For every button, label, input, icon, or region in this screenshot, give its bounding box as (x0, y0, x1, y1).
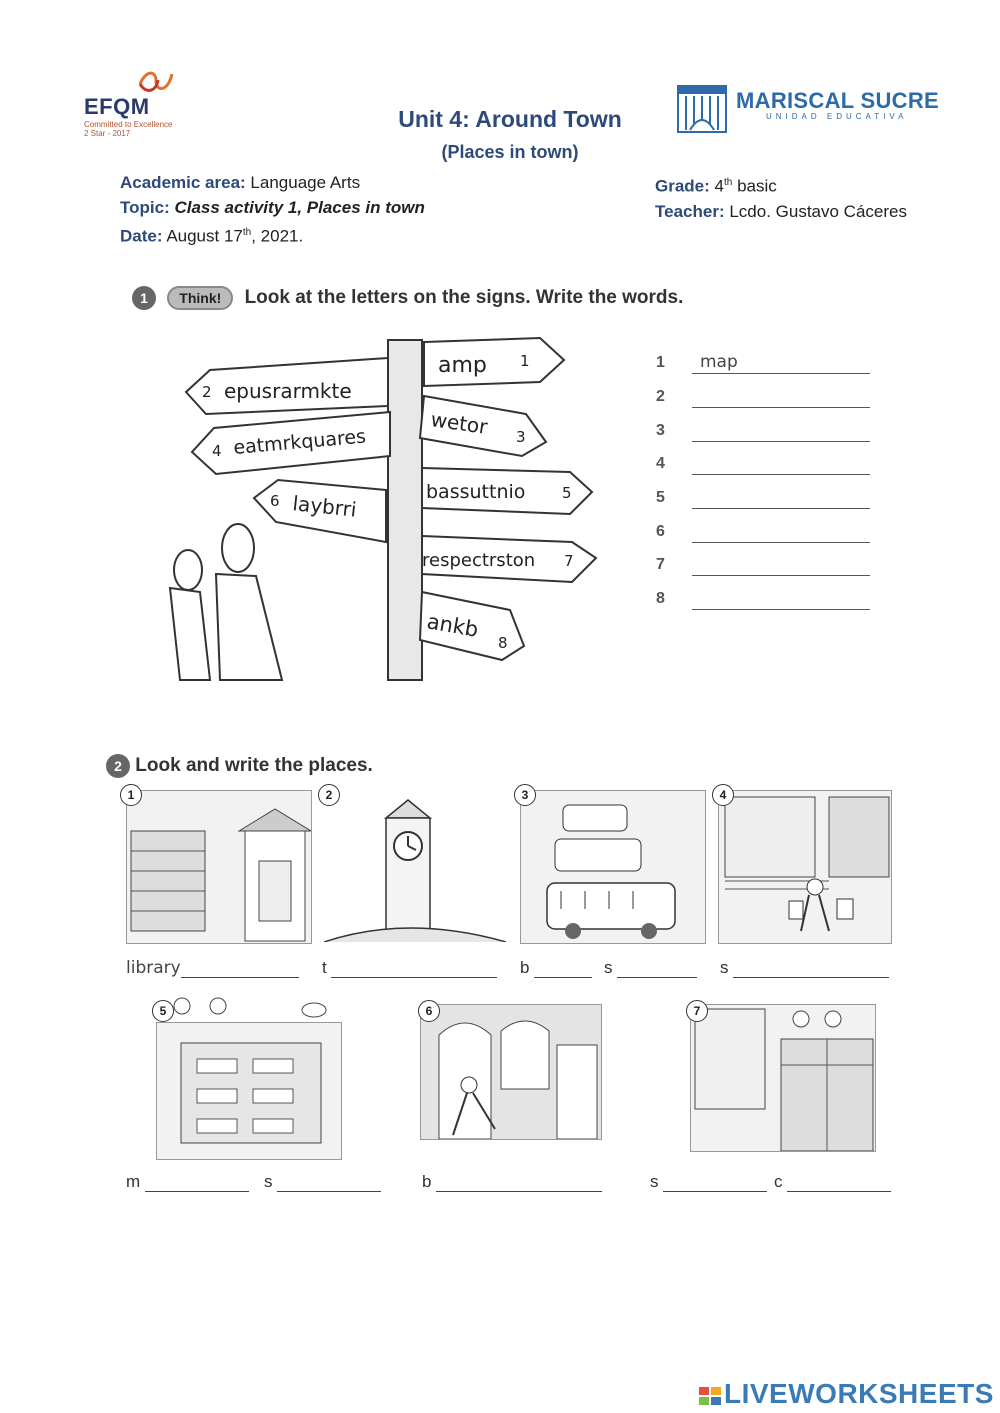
sign-letters-5: bassuttnio (426, 481, 526, 503)
grade-row: Grade: 4th basic (655, 176, 777, 196)
sign-num-6: 6 (270, 492, 280, 510)
topic-row: Topic: Class activity 1, Places in town (120, 198, 425, 217)
sign-num-5: 5 (562, 484, 572, 502)
answer-row-8[interactable]: 8 (656, 586, 876, 614)
picture-bank (420, 1004, 602, 1140)
answer-row-6[interactable]: 6 (656, 519, 876, 547)
picture-library (126, 790, 312, 944)
signpost-pole (388, 340, 422, 680)
exercise2-heading (106, 754, 373, 778)
answer2-2[interactable]: t (322, 958, 497, 978)
answer2-7b[interactable]: c (774, 1172, 891, 1192)
exercise2-instruction: Look and write the places. (135, 755, 373, 777)
think-badge: Think! (167, 286, 233, 310)
answer-row-4[interactable]: 4 (656, 451, 876, 479)
picture-num-6: 6 (418, 1000, 440, 1022)
info-right (655, 170, 975, 224)
sign-letters-2: epusrarmkte (224, 379, 352, 403)
signpost-illustration (160, 330, 620, 690)
market-icon (157, 1023, 341, 1159)
efqm-logo (84, 64, 204, 144)
sign-num-3: 3 (516, 428, 526, 446)
page-subtitle: (Places in town) (441, 142, 579, 162)
clock-tower-icon (324, 790, 506, 942)
efqm-tagline: Committed to Excellence 2 Star - 2017 (84, 120, 173, 138)
answer-row-3[interactable]: 3 (656, 418, 876, 446)
exercise1-instruction: Look at the letters on the signs. Write the words. (244, 287, 684, 309)
sign-letters-6: laybrri (291, 491, 358, 522)
answer-input-1[interactable]: map (700, 352, 738, 372)
liveworksheets-logo: LIVEWORKSHEETS (698, 1378, 994, 1410)
school-name: MARISCAL SUCRE (736, 88, 940, 113)
people-icon (170, 524, 282, 680)
bus-icon (521, 791, 705, 943)
date-row: Date: August 17th, 2021. (120, 226, 304, 246)
sign-num-4: 4 (212, 442, 222, 460)
answer2-3a[interactable]: b (520, 958, 592, 978)
exercise2-number: 2 (106, 754, 130, 778)
picture-num-2: 2 (318, 784, 340, 806)
answer2-1[interactable]: library (126, 958, 299, 978)
answer2-3b[interactable]: s (604, 958, 697, 978)
answer2-5b[interactable]: s (264, 1172, 381, 1192)
answer-row-7[interactable]: 7 (656, 552, 876, 580)
picture-market (156, 1022, 342, 1160)
picture-num-3: 3 (514, 784, 536, 806)
sign-num-2: 2 (202, 383, 212, 401)
library-icon (127, 791, 311, 943)
exercise1-heading (132, 286, 683, 310)
sign-letters-8: ankb (425, 609, 481, 642)
sign-num-7: 7 (564, 552, 574, 570)
picture-num-7: 7 (686, 1000, 708, 1022)
answer-row-5[interactable]: 5 (656, 485, 876, 513)
sign-num-8: 8 (498, 634, 508, 652)
picture-clock-tower (324, 790, 506, 942)
shopping-icon (719, 791, 891, 943)
info-left (120, 170, 640, 249)
school-subtitle: UNIDAD EDUCATIVA (766, 112, 908, 121)
picture-shop (718, 790, 892, 944)
page-title: Unit 4: Around Town (398, 106, 622, 132)
answer-row-1[interactable]: 1 map (656, 350, 876, 378)
liveworksheets-grid-icon (698, 1386, 724, 1406)
exercise1-number: 1 (132, 286, 156, 310)
sign-letters-4: eatmrkquares (232, 425, 367, 459)
school-logo (676, 80, 946, 138)
sign-letters-1: amp (438, 353, 487, 378)
school-building-icon (676, 80, 728, 134)
picture-shopping-centre (690, 1004, 876, 1152)
market-trees-icon (152, 994, 342, 1024)
shopping-centre-icon (691, 1005, 875, 1151)
answer2-5a[interactable]: m (126, 1172, 249, 1192)
answer2-6[interactable]: b (422, 1172, 602, 1192)
teacher-row: Teacher: Lcdo. Gustavo Cáceres (655, 201, 907, 221)
answer2-7a[interactable]: s (650, 1172, 767, 1192)
picture-num-4: 4 (712, 784, 734, 806)
academic-area-row: Academic area: Language Arts (120, 173, 361, 192)
answer2-4[interactable]: s (720, 958, 889, 978)
picture-num-5: 5 (152, 1000, 174, 1022)
bank-icon (421, 1005, 601, 1139)
answer-row-2[interactable]: 2 (656, 384, 876, 412)
sign-num-1: 1 (520, 352, 530, 370)
picture-bus-station (520, 790, 706, 944)
efqm-mark-icon (136, 66, 176, 96)
picture-num-1: 1 (120, 784, 142, 806)
efqm-logo-text: EFQM (84, 94, 150, 119)
sign-letters-3: wetor (429, 407, 490, 439)
sign-letters-7: respectrston (422, 550, 536, 571)
